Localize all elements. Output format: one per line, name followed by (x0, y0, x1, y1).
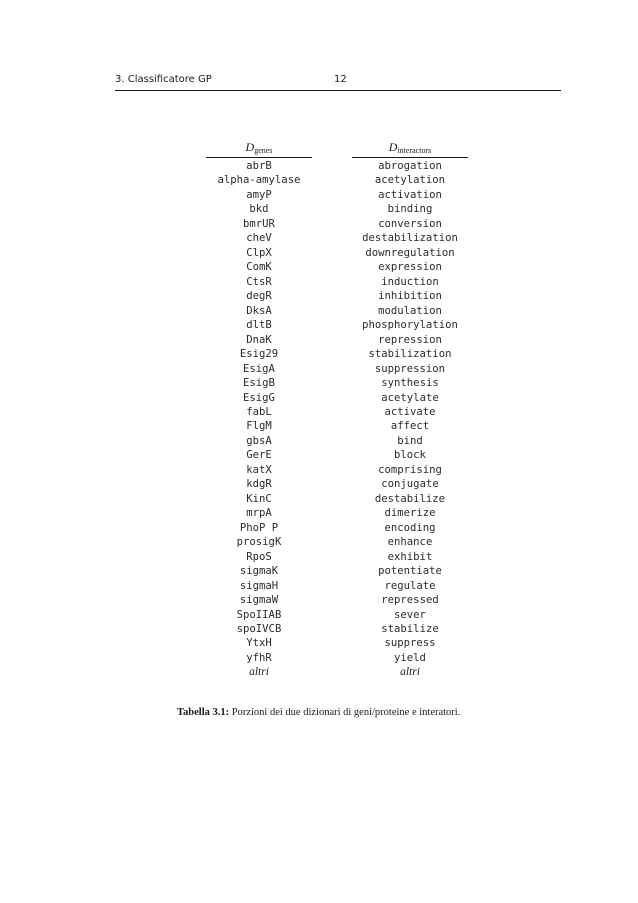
genes-header-sub: genes (254, 146, 273, 155)
gene-entry: DksA (246, 304, 272, 317)
interactor-entry: downregulation (365, 246, 455, 259)
interactor-entry: binding (387, 203, 433, 216)
gene-entry: Esig29 (239, 348, 279, 361)
interactor-entry: suppress (384, 637, 436, 650)
interactor-entry: synthesis (381, 377, 439, 390)
gene-entry: cheV (246, 232, 272, 245)
gene-entry: KinC (246, 492, 272, 505)
gene-entry: sigmaH (239, 579, 279, 592)
interactor-entry: block (394, 449, 426, 462)
gene-entry: YtxH (246, 637, 272, 650)
page-number: 12 (334, 74, 347, 85)
genes-column-header (206, 138, 312, 158)
gene-entry: EsigA (243, 362, 275, 375)
interactor-entry: sever (394, 608, 426, 621)
gene-entry: katX (246, 463, 272, 476)
interactor-entry: altri (400, 666, 420, 679)
gene-entry: EsigG (243, 391, 275, 404)
gene-entry: fabL (246, 405, 272, 418)
gene-entry: CtsR (246, 275, 272, 288)
interactors-column (352, 138, 468, 680)
gene-entry: FlgM (246, 420, 272, 433)
interactor-entry: acetylation (374, 174, 446, 187)
interactor-entry: destabilize (374, 492, 446, 505)
gene-entry: ComK (246, 261, 272, 274)
gene-entry: spoIVCB (236, 623, 282, 635)
gene-entry: degR (246, 290, 272, 303)
gene-entry: EsigB (243, 377, 275, 390)
gene-entry: PhoP P (239, 521, 279, 534)
interactor-entry: activation (378, 188, 442, 201)
gene-entry: bmrUR (243, 217, 275, 230)
interactor-entry: phosphorylation (362, 319, 458, 332)
interactor-entry: conjugate (381, 478, 439, 491)
interactors-list (352, 159, 468, 680)
interactor-entry: acetylate (381, 391, 439, 404)
running-header (115, 72, 561, 91)
interactors-column-header (352, 138, 468, 158)
interactor-entry: bind (397, 434, 423, 447)
gene-entry: gbsA (246, 434, 272, 447)
gene-entry: prosigK (236, 536, 282, 549)
interactor-entry: stabilize (381, 623, 439, 635)
chapter-title: 3. Classificatore GP (115, 74, 212, 85)
interactor-entry: stabilization (368, 348, 452, 361)
gene-entry: RpoS (246, 550, 272, 563)
gene-entry: mrpA (246, 507, 272, 520)
gene-entry: dltB (246, 319, 272, 332)
gene-entry: SpoIIAB (236, 608, 282, 621)
interactor-entry: affect (390, 420, 430, 433)
caption-label: Tabella 3.1: (177, 707, 230, 718)
interactor-entry: abrogation (378, 160, 442, 172)
interactor-entry: repression (378, 333, 442, 346)
interactor-entry: encoding (384, 521, 436, 534)
interactor-entry: exhibit (387, 550, 433, 563)
gene-entry: sigmaW (239, 594, 279, 607)
interactor-entry: yield (394, 651, 426, 664)
interactor-entry: inhibition (378, 290, 442, 303)
interactors-header-sub: interactors (397, 146, 432, 155)
interactor-entry: induction (381, 275, 439, 288)
gene-entry: yfhR (246, 651, 272, 664)
genes-column (206, 138, 312, 680)
gene-entry: sigmaK (239, 565, 279, 578)
interactor-entry: destabilization (362, 232, 458, 245)
interactor-entry: regulate (384, 579, 436, 592)
gene-entry: kdgR (246, 478, 272, 491)
interactor-entry: conversion (378, 217, 442, 230)
gene-entry: amyP (246, 188, 272, 201)
caption-text: Porzioni dei due dizionari di geni/proteine e interatori. (231, 707, 461, 718)
interactor-entry: suppression (374, 362, 446, 375)
genes-list (206, 159, 312, 680)
gene-entry: bkd (249, 203, 269, 216)
gene-entry: ClpX (246, 246, 272, 259)
interactor-entry: comprising (378, 463, 442, 476)
genes-header-main: D (245, 140, 255, 154)
gene-entry: alpha-amylase (217, 174, 301, 187)
gene-entry: DnaK (246, 333, 272, 346)
interactor-entry: dimerize (384, 507, 436, 520)
gene-entry: GerE (246, 449, 272, 462)
interactor-entry: expression (378, 261, 442, 274)
interactor-entry: potentiate (378, 565, 442, 578)
interactor-entry: activate (384, 405, 436, 418)
interactor-entry: repressed (381, 594, 439, 607)
interactor-entry: modulation (378, 304, 442, 317)
interactor-entry: enhance (387, 536, 433, 549)
gene-entry: altri (249, 666, 269, 679)
table-caption (177, 707, 460, 718)
interactors-header-main: D (388, 140, 398, 154)
gene-entry: abrB (246, 160, 272, 172)
